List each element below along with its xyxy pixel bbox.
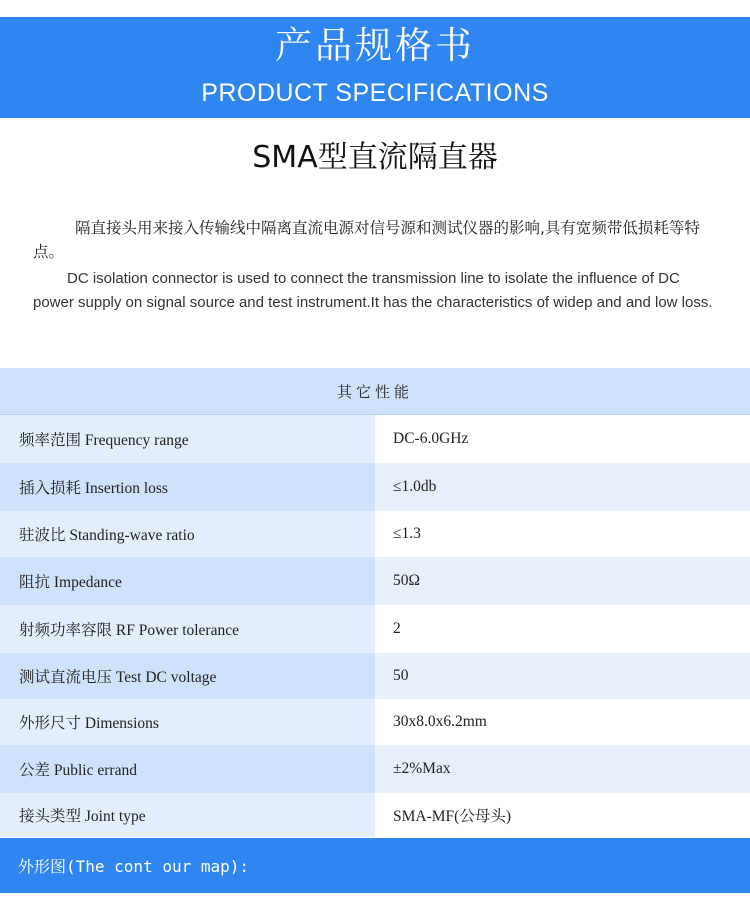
spec-label: 驻波比 Standing-wave ratio: [0, 511, 375, 557]
product-name: SMA型直流隔直器: [252, 140, 498, 175]
table-row: [0, 653, 750, 699]
spec-label: 外形尺寸 Dimensions: [0, 699, 375, 745]
spec-value: 30x8.0x6.2mm: [375, 699, 750, 745]
table-row: [0, 745, 750, 793]
spec-header-banner: [0, 17, 750, 118]
spec-label: 插入损耗 Insertion loss: [0, 463, 375, 511]
spec-value: 50: [375, 653, 750, 699]
spec-value: 2: [375, 605, 750, 653]
table-row: [0, 557, 750, 605]
table-row: [0, 605, 750, 653]
table-row: [0, 511, 750, 557]
spec-value: 50Ω: [375, 557, 750, 605]
description-cn: 隔直接头用来接入传输线中隔离直流电源对信号源和测试仪器的影响,具有宽频带低损耗等特点。: [33, 219, 700, 261]
spec-value: SMA-MF(公母头): [375, 793, 750, 837]
table-row: [0, 415, 750, 463]
table-row: [0, 793, 750, 837]
spec-value: ≤1.0db: [375, 463, 750, 511]
spec-label: 阻抗 Impedance: [0, 557, 375, 605]
description-en: DC isolation connector is used to connect the transmission line to isolate the influence of DC power supply on signal source and test instrument.It has the characteristics of widep and and low loss.: [33, 270, 713, 311]
spec-label: 测试直流电压 Test DC voltage: [0, 653, 375, 699]
table-row: [0, 463, 750, 511]
table-row: [0, 699, 750, 745]
spec-label: 接头类型 Joint type: [0, 793, 375, 837]
spec-label: 公差 Public errand: [0, 745, 375, 793]
spec-table-heading: 其它性能: [0, 368, 750, 415]
header-title-cn: 产品规格书: [275, 24, 475, 67]
header-title-en: PRODUCT SPECIFICATIONS: [201, 79, 549, 107]
spec-value: DC-6.0GHz: [375, 415, 750, 463]
spec-label: 射频功率容限 RF Power tolerance: [0, 605, 375, 653]
contour-map-label: 外形图(The cont our map):: [18, 857, 250, 876]
spec-value: ±2%Max: [375, 745, 750, 793]
contour-map-heading: [0, 838, 750, 893]
spec-value: ≤1.3: [375, 511, 750, 557]
spec-table: [0, 368, 750, 837]
spec-label: 频率范围 Frequency range: [0, 415, 375, 463]
